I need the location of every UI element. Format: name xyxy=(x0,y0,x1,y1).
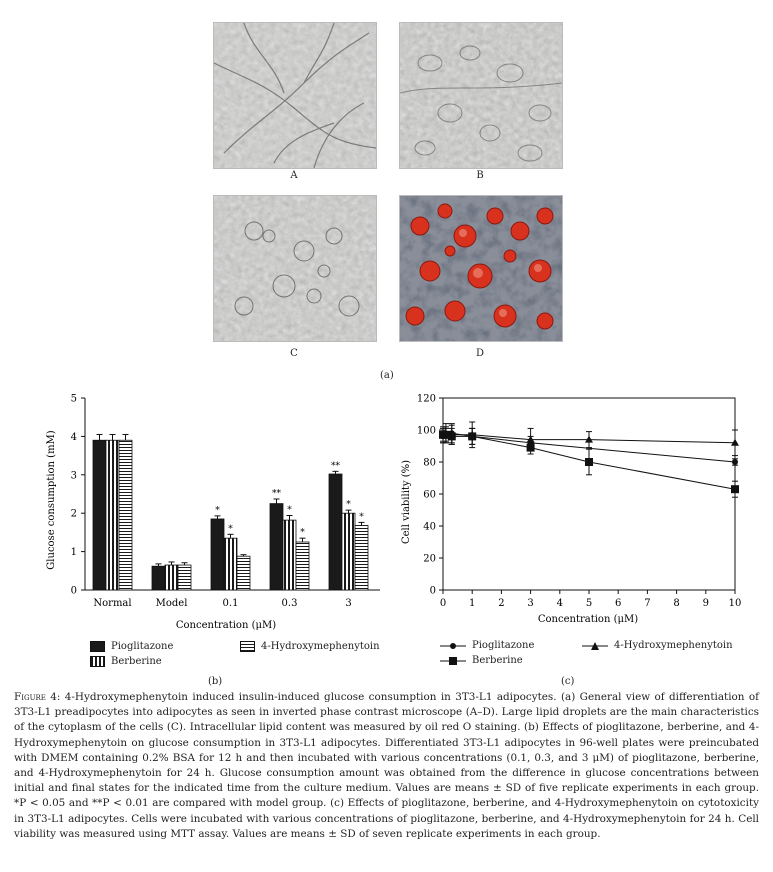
bar xyxy=(152,566,165,590)
micrograph-b-label: B xyxy=(476,170,484,181)
legend-c-hydroxymephenytoin xyxy=(582,640,733,651)
legend-b-berberine xyxy=(90,656,162,667)
micrograph-d xyxy=(399,195,563,342)
bar xyxy=(211,519,224,590)
micrograph-c-label: C xyxy=(290,348,298,359)
micrograph-a-label: A xyxy=(290,170,298,181)
figure-label: Figure 4: xyxy=(14,691,61,703)
legend-b-pioglitazone xyxy=(90,641,173,652)
legend-label: 4-Hydroxymephenytoin xyxy=(261,641,380,652)
y-tick-label: 5 xyxy=(70,393,77,405)
y-tick-label: 0 xyxy=(429,585,436,597)
data-point xyxy=(585,458,593,466)
y-tick-label: 0 xyxy=(70,585,77,597)
x-tick-label: 0 xyxy=(439,598,447,609)
bar xyxy=(283,520,296,590)
bar xyxy=(106,440,119,590)
bar xyxy=(178,565,191,590)
y-tick-label: 80 xyxy=(423,457,436,469)
significance-mark: * xyxy=(300,528,305,539)
subfigure-label-a: (a) xyxy=(380,370,394,381)
significance-mark: * xyxy=(287,505,292,516)
x-tick-label: 7 xyxy=(644,598,651,609)
y-tick-label: 100 xyxy=(416,425,436,437)
chart-c-ylabel: Cell viability (%) xyxy=(401,459,412,545)
bar xyxy=(165,565,178,590)
x-tick-label: 3 xyxy=(527,598,534,609)
x-tick-label: 8 xyxy=(673,598,680,609)
subfigure-label-b: (b) xyxy=(208,676,223,687)
y-tick-label: 40 xyxy=(423,521,436,533)
y-tick-label: 2 xyxy=(70,508,77,520)
micrograph-a xyxy=(213,22,377,169)
x-tick-label: 0.1 xyxy=(222,598,239,609)
data-point xyxy=(731,485,739,493)
legend-swatch-checker xyxy=(90,656,105,667)
legend-marker-triangle xyxy=(582,641,608,651)
bar xyxy=(342,513,355,590)
bar xyxy=(93,440,106,590)
x-tick-label: 9 xyxy=(702,598,709,609)
glucose-consumption-chart xyxy=(40,390,390,635)
significance-mark: * xyxy=(346,500,351,511)
y-tick-label: 120 xyxy=(416,393,436,405)
chart-b-ylabel: Glucose consumption (mM) xyxy=(46,430,57,570)
legend-b-hydroxymephenytoin xyxy=(240,641,380,652)
data-point xyxy=(732,459,738,465)
significance-mark: ** xyxy=(272,488,281,499)
significance-mark: * xyxy=(359,512,364,523)
bar xyxy=(355,525,368,590)
legend-label: Pioglitazone xyxy=(472,640,535,651)
legend-label: 4-Hydroxymephenytoin xyxy=(614,640,733,651)
micrograph-d-label: D xyxy=(475,348,485,359)
bar xyxy=(329,474,342,590)
bar xyxy=(296,542,309,590)
y-tick-label: 1 xyxy=(70,547,77,559)
bar xyxy=(237,556,250,590)
x-tick-label: Model xyxy=(155,598,188,609)
legend-label: Pioglitazone xyxy=(111,641,174,652)
x-tick-label: 6 xyxy=(615,598,622,609)
bar xyxy=(119,440,132,590)
y-tick-label: 20 xyxy=(423,553,436,565)
legend-swatch-solid xyxy=(90,641,105,652)
x-tick-label: 5 xyxy=(585,598,593,609)
legend-marker-circle xyxy=(440,641,466,651)
significance-mark: ** xyxy=(331,461,340,472)
y-tick-label: 3 xyxy=(70,470,77,482)
bar xyxy=(224,538,237,590)
legend-marker-square xyxy=(440,656,466,666)
legend-c-pioglitazone xyxy=(440,640,534,651)
chart-c-xlabel: Concentration (μM) xyxy=(537,614,639,625)
x-tick-label: 3 xyxy=(345,598,352,609)
micrograph-c xyxy=(213,195,377,342)
subfigure-label-c: (c) xyxy=(561,676,575,687)
x-tick-label: 1 xyxy=(469,598,476,609)
figure-caption xyxy=(14,690,759,842)
x-tick-label: 0.3 xyxy=(281,598,298,609)
significance-mark: * xyxy=(228,524,233,535)
plot-frame xyxy=(443,398,735,590)
chart-b-xlabel: Concentration (μM) xyxy=(175,620,277,631)
x-tick-label: Normal xyxy=(93,598,132,609)
bar xyxy=(270,504,283,590)
micrograph-b xyxy=(399,22,563,169)
legend-label: Berberine xyxy=(111,656,162,667)
significance-mark: * xyxy=(215,505,220,516)
y-tick-label: 60 xyxy=(423,489,436,501)
x-tick-label: 10 xyxy=(728,598,742,609)
y-tick-label: 4 xyxy=(70,431,77,443)
x-tick-label: 4 xyxy=(556,598,563,609)
x-tick-label: 2 xyxy=(498,598,505,609)
cell-viability-chart xyxy=(395,390,755,635)
legend-swatch-stripe xyxy=(240,641,255,652)
caption-text: 4-Hydroxymephenytoin induced insulin-induced glucose consumption in 3T3-L1 adipocytes. (a) General view of differentiation of 3T3-L1 preadipocytes into adipocytes as seen in inverted phase contrast microscope (A–D). Large lipid droplets are the main characteristics of the cytoplasm of the cells (C). Intracellular lipid content was measured by oil red O staining. (b) Effects of pioglitazone, berberine, and 4-Hydroxymephenytoin on glucose consumption in 3T3-L1 adipocytes. Differentiated 3T3-L1 adipocytes in 96-well plates were preincubated with DMEM containing 0.2% BSA for 12 h and then incubated with various concentrations (0.1, 0.3, and 3 μM) of pioglitazone, berberine, and 4-Hydroxymephenytoin for 24 h. Glucose consumption amount was obtained from the difference in glucose concentrations between initial and final states for the indicated time from the culture medium. Values are means ± SD of five replicate experiments in each group. *P < 0.05 and **P < 0.01 are compared with model group. (c) Effects of pioglitazone, berberine, and 4-Hydroxymephenytoin on cytotoxicity in 3T3-L1 adipocytes. Cells were incubated with various concentrations of pioglitazone, berberine, and 4-Hydroxymephenytoin for 24 h. Cell viability was measured using MTT assay. Values are means ± SD of seven replicate experiments in each group. xyxy=(14,691,760,840)
legend-label: Berberine xyxy=(472,655,523,666)
legend-c-berberine xyxy=(440,655,523,666)
